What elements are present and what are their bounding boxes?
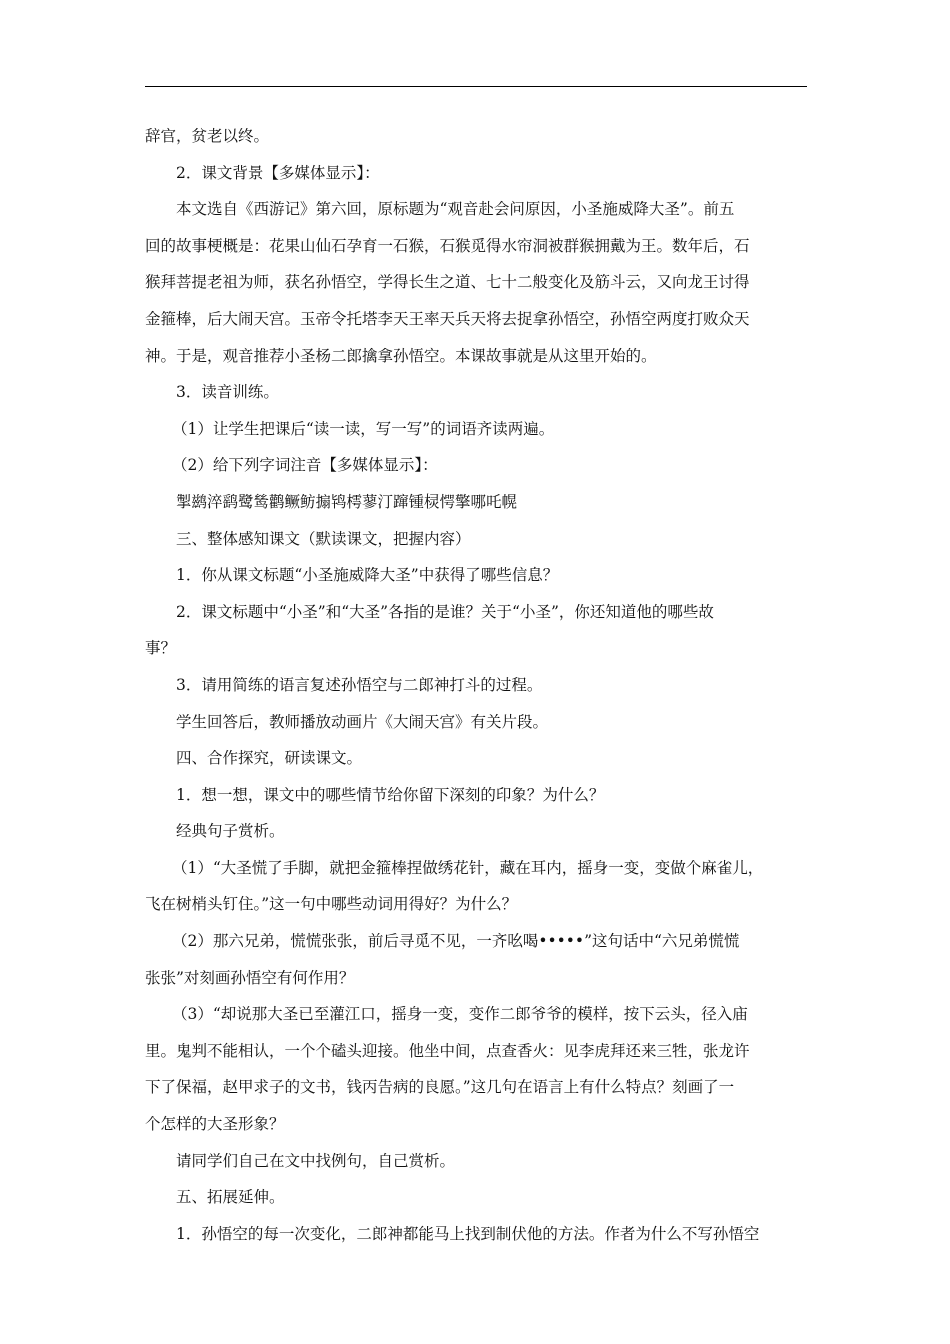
section-heading: 四、合作探究，研读课文。	[176, 749, 363, 768]
question-line: 1．孙悟空的每一次变化，二郎神都能马上找到制伏他的方法。作者为什么不写孙悟空	[176, 1224, 760, 1243]
list-item: （3）“却说那大圣已至灌江口，摇身一变，变作二郎爷爷的模样，按下云头，径入庙	[172, 1005, 748, 1024]
question-line: 2．课文标题中“小圣”和“大圣”各指的是谁？关于“小圣”，你还知道他的哪些故	[176, 602, 714, 621]
question-line: 3．请用简练的语言复述孙悟空与二郎神打斗的过程。	[176, 675, 543, 694]
list-item: 张张”对刻画孙悟空有何作用？	[145, 968, 355, 987]
list-item: 里。鬼判不能相认，一个个磕头迎接。他坐中间，点查香火：见李虎拜还来三牲，张龙许	[145, 1041, 750, 1060]
paragraph-line: 神。于是，观音推荐小圣杨二郎擒拿孙悟空。本课故事就是从这里开始的。	[145, 346, 657, 365]
paragraph-line: 金箍棒，后大闹天宫。玉帝令托塔李天王率天兵天将去捉拿孙悟空，孙悟空两度打败众天	[145, 309, 750, 328]
header-rule	[145, 86, 807, 87]
document-body	[145, 118, 813, 1252]
list-item: 个怎样的大圣形象？	[145, 1115, 285, 1134]
paragraph-line: 经典句子赏析。	[176, 822, 285, 841]
list-item: （2）给下列字词注音【多媒体显示】：	[172, 456, 438, 475]
question-line: 事？	[145, 639, 177, 658]
section-heading: 五、拓展延伸。	[176, 1188, 285, 1207]
section-heading: 三、整体感知课文（默读课文，把握内容）	[176, 529, 471, 548]
text-line: 辞官，贫老以终。	[145, 127, 270, 145]
section-heading: 2．课文背景【多媒体显示】：	[176, 163, 380, 182]
list-item: 飞在树梢头钉住。”这一句中哪些动词用得好？为什么？	[145, 895, 518, 914]
vocabulary-line: 掣鹚淬鹞鹭鸶鹳鳜鲂搧鸨樗蓼汀蹿锺棂愕擎哪吒幌	[176, 492, 518, 511]
paragraph-line: 本文选自《西游记》第六回，原标题为“观音赴会问原因，小圣施威降大圣”。前五	[176, 200, 735, 219]
list-item: （2）那六兄弟，慌慌张张，前后寻觅不见，一齐吆喝•••••”这句话中“六兄弟慌慌	[172, 932, 740, 951]
question-line: 1．想一想，课文中的哪些情节给你留下深刻的印象？为什么？	[176, 785, 605, 804]
list-item: （1）“大圣慌了手脚，就把金箍棒捏做绣花针，藏在耳内，摇身一变，变做个麻雀儿，	[172, 858, 764, 877]
section-heading: 3．读音训练。	[176, 383, 279, 402]
question-line: 1．你从课文标题“小圣施威降大圣”中获得了哪些信息？	[176, 566, 559, 585]
paragraph-line: 学生回答后，教师播放动画片《大闹天宫》有关片段。	[176, 712, 549, 731]
paragraph-line: 回的故事梗概是：花果山仙石孕育一石猴，石猴觅得水帘洞被群猴拥戴为王。数年后，石	[145, 236, 750, 255]
list-item: （1）让学生把课后“读一读，写一写”的词语齐读两遍。	[172, 419, 555, 438]
paragraph-line: 猴拜菩提老祖为师，获名孙悟空，学得长生之道、七十二般变化及筋斗云，又向龙王讨得	[145, 273, 750, 292]
paragraph-line: 请同学们自己在文中找例句，自己赏析。	[176, 1151, 456, 1170]
list-item: 下了保福，赵甲求子的文书，钱丙告病的良愿。”这几句在语言上有什么特点？刻画了一	[145, 1078, 735, 1097]
